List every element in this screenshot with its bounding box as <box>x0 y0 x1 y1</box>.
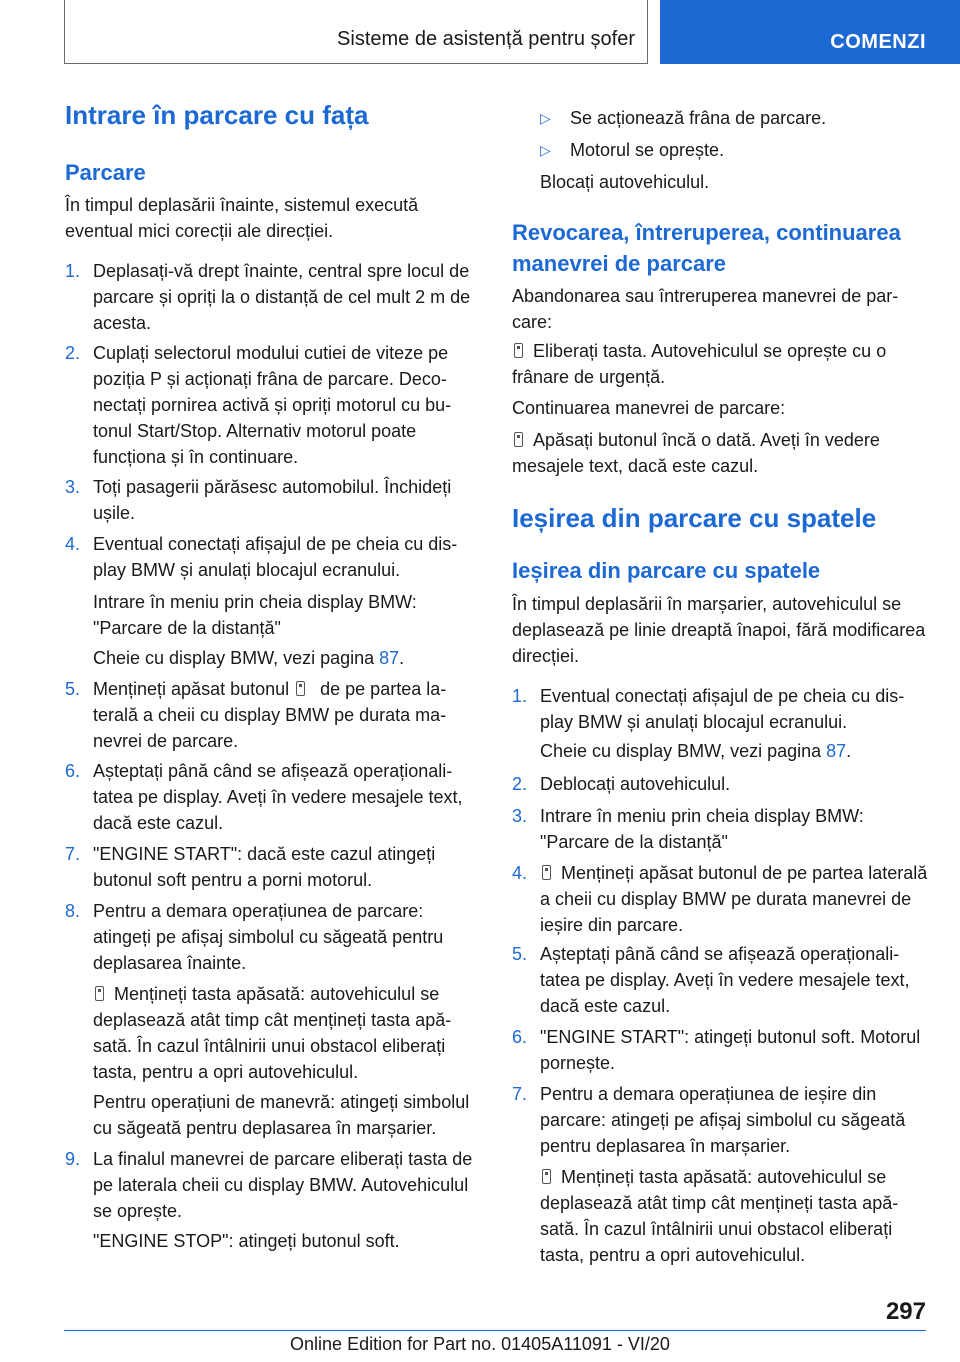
footer-divider <box>64 1330 926 1331</box>
section-title: Sisteme de asistență pentru șofer <box>337 28 635 50</box>
step-text: Eventual conectați afișajul de pe cheia cu display BMW și anulați blocajul ecranului. <box>540 686 905 732</box>
step-number: 4. <box>65 534 81 554</box>
step-number: 7. <box>65 844 81 864</box>
abandon-text: Abandonarea sau întreruperea manevrei de parcare: <box>512 286 899 332</box>
step-number: 6. <box>512 1027 528 1047</box>
step-note: Mențineți tasta apăsată: autovehiculul se deplasează atât timp cât mențineți tasta apăsată. În cazul întâlnirii unui obstacol eliberați tasta, pentru a opri autovehiculul. <box>93 984 452 1082</box>
step-text: Mențineți apăsat butonul de pe partea laterală a cheii cu display BMW pe durata manevrei de parcare. <box>93 679 447 751</box>
continue-text: Continuarea manevrei de parcare: <box>512 398 786 418</box>
step-text: La finalul manevrei de parcare eliberați tasta de pe laterala cheii cu display BMW. Autovehiculul se oprește. <box>93 1149 473 1221</box>
step-text: Așteptați până când se afișează operaționalitatea pe display. Aveți în vedere mesajele text, dacă este cazul. <box>93 761 463 833</box>
step-text: Pentru a demara operațiunea de parcare: atingeți pe afișaj simbolul cu săgeată pentru deplasarea înainte. <box>93 901 444 973</box>
bullet-text: Se acționează frâna de parcare. <box>570 108 827 128</box>
step-text: Deblocați autovehiculul. <box>540 774 731 794</box>
step-number: 9. <box>65 1149 81 1169</box>
step-note: Intrare în meniu prin cheia display BMW: "Parcare de la distanță" <box>93 592 417 638</box>
step-text: Intrare în meniu prin cheia display BMW: "Parcare de la distanță" <box>540 806 864 852</box>
step-number: 5. <box>512 944 528 964</box>
step-number: 1. <box>512 686 528 706</box>
step-note: "ENGINE STOP": atingeți butonul soft. <box>93 1231 400 1251</box>
key-button-icon <box>514 343 523 358</box>
edition-footer: Online Edition for Part no. 01405A11091 - VI/20 <box>290 1334 670 1354</box>
step-number: 1. <box>65 261 81 281</box>
key-button-icon <box>542 1169 551 1184</box>
step-text: Deplasați-vă drept înainte, central spre locul de parcare și opriți la o distanță de cel mult 2 m de acesta. <box>93 261 471 333</box>
step-text: "ENGINE START": dacă este cazul atingeți butonul soft pentru a porni motorul. <box>93 844 436 890</box>
intro-text: În timpul deplasării în marșarier, autovehiculul se deplasează pe linie dreaptă înapoi, fără modificarea direcției. <box>512 594 926 666</box>
step-text: Eventual conectați afișajul de pe cheia cu display BMW și anulați blocajul ecranului. <box>93 534 458 580</box>
step-number: 8. <box>65 901 81 921</box>
step-number: 2. <box>512 774 528 794</box>
chapter-tab[interactable] <box>660 0 960 64</box>
subheading-parking: Parcare <box>65 160 146 185</box>
intro-text: În timpul deplasării înainte, sistemul execută eventual mici corecții ale direcției. <box>65 195 419 241</box>
page-link[interactable]: 87 <box>379 648 400 668</box>
page-link[interactable]: 87 <box>826 741 847 761</box>
key-button-icon <box>95 986 104 1001</box>
key-button-icon <box>514 432 523 447</box>
heading-revoke: Revocarea, întreruperea, continuarea manevrei de parcare <box>512 220 901 276</box>
step-number: 3. <box>512 806 528 826</box>
subheading-reverse-exit: Ieșirea din parcare cu spatele <box>512 558 821 583</box>
step-text: Pentru a demara operațiunea de ieșire din parcare: atingeți pe afișaj simbolul cu săgeată pentru deplasarea în marșarier. <box>540 1084 906 1156</box>
page-number: 297 <box>885 1298 926 1325</box>
step-note: Pentru operațiuni de manevră: atingeți simbolul cu săgeată pentru deplasarea în marșarier. <box>93 1092 470 1138</box>
chapter-tab-label: COMENZI <box>830 31 926 53</box>
step-text: Toți pasagerii părăsesc automobilul. Închideți ușile. <box>93 477 452 523</box>
heading-front-parking: Intrare în parcare cu fața <box>65 100 369 130</box>
section-header-box <box>64 0 648 64</box>
press-text: Apăsați butonul încă o dată. Aveți în vedere mesajele text, dacă este cazul. <box>512 430 880 476</box>
step-number: 7. <box>512 1084 528 1104</box>
step-text: Mențineți apăsat butonul de pe partea laterală a cheii cu display BMW pe durata manevrei de ieșire din parcare. <box>540 863 928 935</box>
step-number: 3. <box>65 477 81 497</box>
heading-reverse-exit: Ieșirea din parcare cu spatele <box>512 503 877 533</box>
key-button-icon <box>296 681 305 696</box>
bullet-text: Motorul se oprește. <box>570 140 725 160</box>
step-number: 5. <box>65 679 81 699</box>
page-reference: Cheie cu display BMW, vezi pagina 87. <box>93 648 405 668</box>
key-button-icon <box>542 865 551 880</box>
page-reference: Cheie cu display BMW, vezi pagina 87. <box>540 741 852 761</box>
lock-instruction: Blocați autovehiculul. <box>540 172 710 192</box>
step-number: 6. <box>65 761 81 781</box>
step-text: "ENGINE START": atingeți butonul soft. Motorul pornește. <box>540 1027 921 1073</box>
release-text: Eliberați tasta. Autovehiculul se oprește cu o frânare de urgență. <box>512 341 887 387</box>
step-text: Așteptați până când se afișează operaționalitatea pe display. Aveți în vedere mesajele text, dacă este cazul. <box>540 944 910 1016</box>
step-note: Mențineți tasta apăsată: autovehiculul se deplasează atât timp cât mențineți tasta apăsată. În cazul întâlnirii unui obstacol eliberați tasta, pentru a opri autovehiculul. <box>540 1167 899 1265</box>
triangle-bullet-icon: ▷ <box>540 110 551 126</box>
triangle-bullet-icon: ▷ <box>540 142 551 158</box>
step-number: 2. <box>65 343 81 363</box>
step-text: Cuplați selectorul modului cutiei de viteze pe poziția P și acționați frâna de parcare. Deconectați pornirea activă și opriți motorul cu butonul Start/Stop. Alternativ motorul poate funcționa și în continuare. <box>93 343 452 467</box>
step-number: 4. <box>512 863 528 883</box>
page-header <box>0 0 960 66</box>
